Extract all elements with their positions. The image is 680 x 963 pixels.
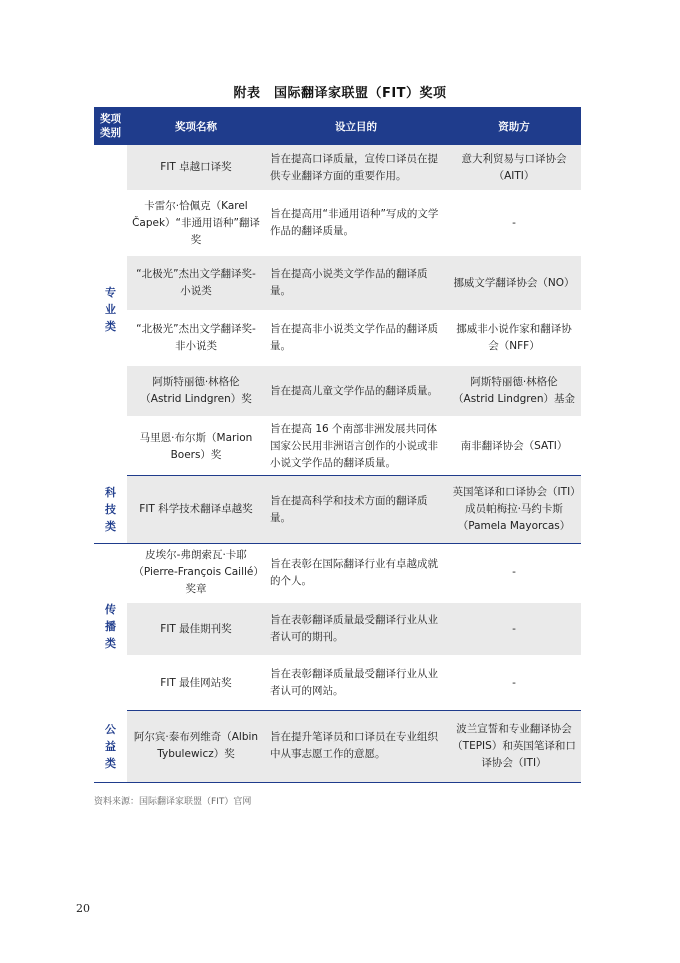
table-row — [94, 365, 581, 417]
award-name: 马里恩·布尔斯（Marion Boers）奖 — [127, 417, 265, 476]
table-row — [94, 191, 581, 255]
award-name: 卡雷尔·恰佩克（Karel Čapek）“非通用语种”翻译奖 — [127, 191, 265, 255]
award-purpose: 旨在表彰在国际翻译行业有卓越成就的个人。 — [265, 544, 447, 603]
award-purpose: 旨在表彰翻译质量最受翻译行业从业者认可的网站。 — [265, 656, 447, 710]
table-row — [94, 544, 581, 603]
table-row — [94, 476, 581, 544]
award-sponsor: 意大利贸易与口译协会（AITI） — [447, 145, 581, 191]
category-professional: 专 业 类 — [94, 145, 127, 476]
award-name: FIT 最佳期刊奖 — [127, 602, 265, 656]
header-sponsor: 资助方 — [447, 107, 581, 145]
table-row — [94, 656, 581, 710]
table-row — [94, 417, 581, 476]
award-sponsor: 挪威文学翻译协会（NO） — [447, 255, 581, 311]
header-name: 奖项名称 — [127, 107, 265, 145]
table-row — [94, 311, 581, 365]
page-number: 20 — [76, 902, 90, 915]
header-category: 奖项 类别 — [94, 107, 127, 145]
award-sponsor: 阿斯特丽德·林格伦（Astrid Lindgren）基金 — [447, 365, 581, 417]
award-name: “北极光”杰出文学翻译奖-非小说类 — [127, 311, 265, 365]
award-purpose: 旨在提高小说类文学作品的翻译质量。 — [265, 255, 447, 311]
source-note: 资料来源：国际翻译家联盟（FIT）官网 — [94, 797, 252, 807]
award-purpose: 旨在表彰翻译质量最受翻译行业从业者认可的期刊。 — [265, 602, 447, 656]
awards-table — [94, 107, 581, 783]
award-sponsor: 波兰宣誓和专业翻译协会（TEPIS）和英国笔译和口译协会（ITI） — [447, 710, 581, 782]
award-name: 阿斯特丽德·林格伦（Astrid Lindgren）奖 — [127, 365, 265, 417]
table-row — [94, 602, 581, 656]
award-name: 皮埃尔-弗朗索瓦·卡耶（Pierre-François Caillé）奖章 — [127, 544, 265, 603]
table-row — [94, 710, 581, 782]
award-purpose: 旨在提升笔译员和口译员在专业组织中从事志愿工作的意愿。 — [265, 710, 447, 782]
award-purpose: 旨在提高非小说类文学作品的翻译质量。 — [265, 311, 447, 365]
table-row — [94, 145, 581, 191]
award-purpose: 旨在提高科学和技术方面的翻译质量。 — [265, 476, 447, 544]
award-sponsor: - — [447, 602, 581, 656]
award-name: FIT 卓越口译奖 — [127, 145, 265, 191]
category-public-welfare: 公 益 类 — [94, 710, 127, 782]
award-sponsor: - — [447, 656, 581, 710]
award-purpose: 旨在提高 16 个南部非洲发展共同体国家公民用非洲语言创作的小说或非小说文学作品的翻译质量。 — [265, 417, 447, 476]
award-sponsor: 挪威非小说作家和翻译协会（NFF） — [447, 311, 581, 365]
award-sponsor: 南非翻译协会（SATI） — [447, 417, 581, 476]
table-title: 附表 国际翻译家联盟（FIT）奖项 — [233, 86, 447, 101]
award-name: “北极光”杰出文学翻译奖-小说类 — [127, 255, 265, 311]
category-communication: 传 播 类 — [94, 544, 127, 711]
award-sponsor: - — [447, 544, 581, 603]
award-name: 阿尔宾·泰布列维奇（Albin Tybulewicz）奖 — [127, 710, 265, 782]
category-science-tech: 科 技 类 — [94, 476, 127, 544]
award-purpose: 旨在提高儿童文学作品的翻译质量。 — [265, 365, 447, 417]
award-sponsor: 英国笔译和口译协会（ITI）成员帕梅拉·马约卡斯（Pamela Mayorcas） — [447, 476, 581, 544]
header-purpose: 设立目的 — [265, 107, 447, 145]
award-purpose: 旨在提高用“非通用语种”写成的文学作品的翻译质量。 — [265, 191, 447, 255]
table-row — [94, 255, 581, 311]
award-sponsor: - — [447, 191, 581, 255]
table-header-row — [94, 107, 581, 145]
award-purpose: 旨在提高口译质量，宣传口译员在提供专业翻译方面的重要作用。 — [265, 145, 447, 191]
award-name: FIT 科学技术翻译卓越奖 — [127, 476, 265, 544]
award-name: FIT 最佳网站奖 — [127, 656, 265, 710]
